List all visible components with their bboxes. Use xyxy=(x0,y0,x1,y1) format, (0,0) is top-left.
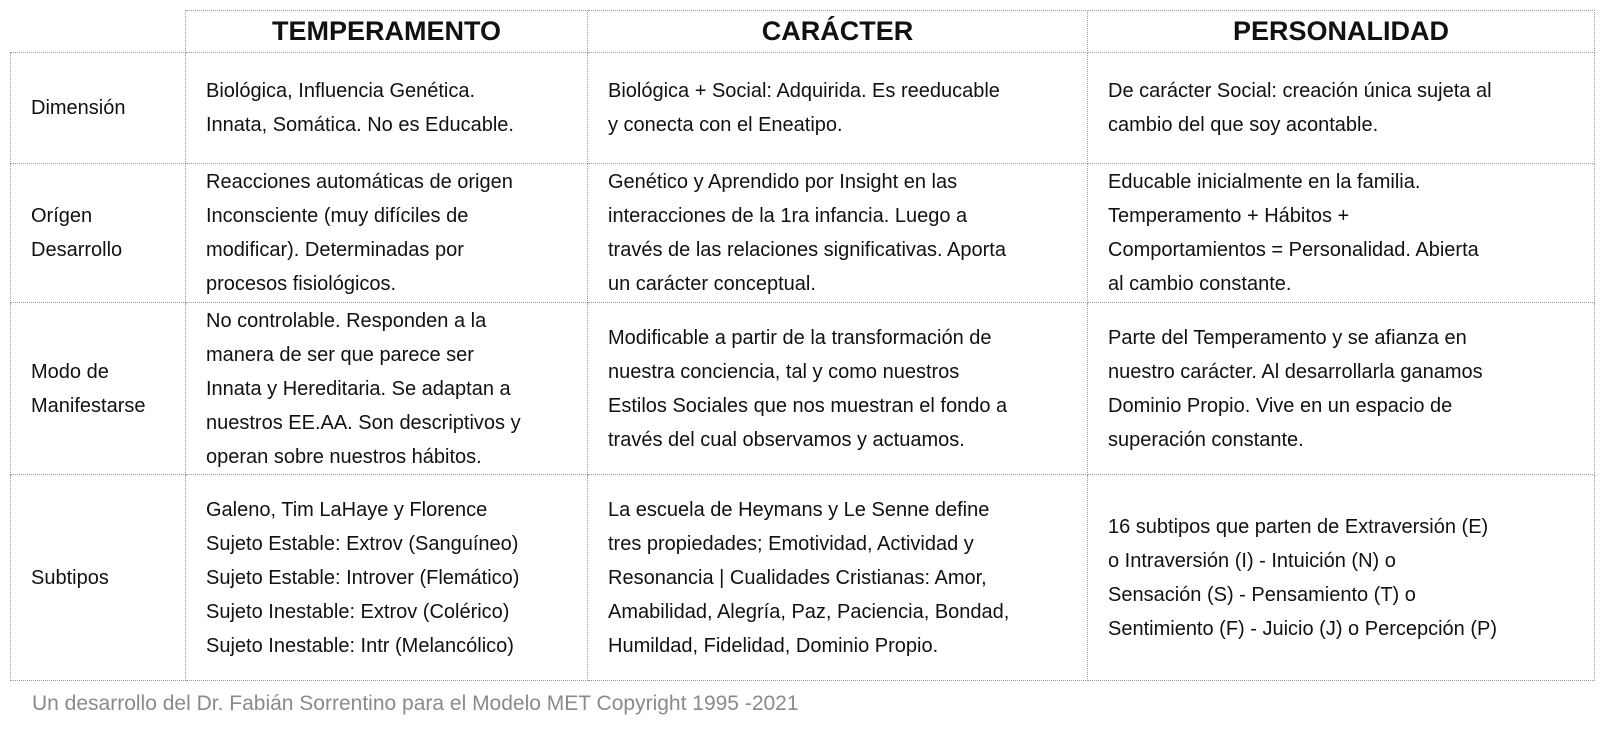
row-label: Modo de Manifestarse xyxy=(11,303,186,475)
header-row xyxy=(11,11,1595,53)
table-row xyxy=(11,475,1595,681)
table-cell: Educable inicialmente en la familia. Temperamento + Hábitos + Comportamientos = Personalidad. Abierta al cambio constante. xyxy=(1088,164,1595,303)
table-row xyxy=(11,53,1595,164)
header-temperamento: TEMPERAMENTO xyxy=(186,11,588,53)
table-cell: Genético y Aprendido por Insight en las interacciones de la 1ra infancia. Luego a través de las relaciones significativas. Aporta un carácter conceptual. xyxy=(588,164,1088,303)
table-row xyxy=(11,303,1595,475)
corner-cell xyxy=(11,11,186,53)
table-cell: Biológica, Influencia Genética. Innata, Somática. No es Educable. xyxy=(186,53,588,164)
row-label: Orígen Desarrollo xyxy=(11,164,186,303)
table-cell: De carácter Social: creación única sujeta al cambio del que soy acontable. xyxy=(1088,53,1595,164)
comparison-table xyxy=(10,10,1595,681)
row-label: Dimensión xyxy=(11,53,186,164)
copyright-footer: Un desarrollo del Dr. Fabián Sorrentino para el Modelo MET Copyright 1995 -2021 xyxy=(32,692,799,715)
header-caracter: CARÁCTER xyxy=(588,11,1088,53)
table-cell: Galeno, Tim LaHaye y Florence Sujeto Estable: Extrov (Sanguíneo) Sujeto Estable: Introver (Flemático) Sujeto Inestable: Extrov (Colérico) Sujeto Inestable: Intr (Melancólico) xyxy=(186,475,588,681)
table-cell: Parte del Temperamento y se afianza en nuestro carácter. Al desarrollarla ganamos Dominio Propio. Vive en un espacio de superación constante. xyxy=(1088,303,1595,475)
table-cell: Biológica + Social: Adquirida. Es reeducable y conecta con el Eneatipo. xyxy=(588,53,1088,164)
header-personalidad: PERSONALIDAD xyxy=(1088,11,1595,53)
table-cell: Reacciones automáticas de origen Inconsciente (muy difíciles de modificar). Determinadas por procesos fisiológicos. xyxy=(186,164,588,303)
row-label: Subtipos xyxy=(11,475,186,681)
table-cell: No controlable. Responden a la manera de ser que parece ser Innata y Hereditaria. Se adaptan a nuestros EE.AA. Son descriptivos y operan sobre nuestros hábitos. xyxy=(186,303,588,475)
table-cell: 16 subtipos que parten de Extraversión (E) o Intraversión (I) - Intuición (N) o Sensación (S) - Pensamiento (T) o Sentimiento (F) - Juicio (J) o Percepción (P) xyxy=(1088,475,1595,681)
table-cell: La escuela de Heymans y Le Senne define tres propiedades; Emotividad, Actividad y Resonancia | Cualidades Cristianas: Amor, Amabilidad, Alegría, Paz, Paciencia, Bondad, Humildad, Fidelidad, Dominio Propio. xyxy=(588,475,1088,681)
table-row xyxy=(11,164,1595,303)
table-cell: Modificable a partir de la transformación de nuestra conciencia, tal y como nuestros Estilos Sociales que nos muestran el fondo a través del cual observamos y actuamos. xyxy=(588,303,1088,475)
